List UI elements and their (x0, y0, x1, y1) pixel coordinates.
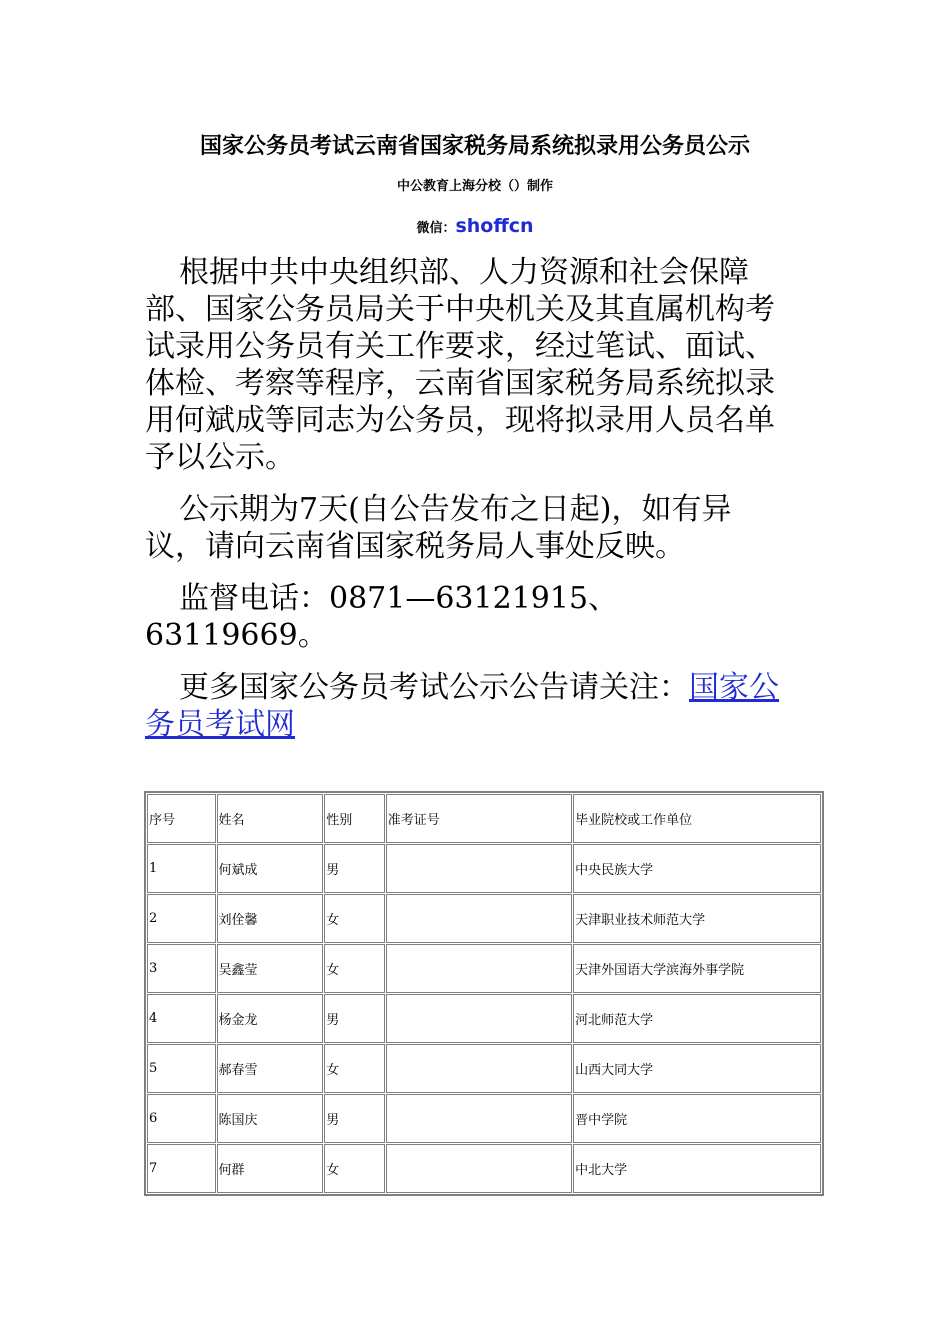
table-row (147, 994, 821, 1043)
cell-school: 晋中学院 (573, 1094, 821, 1143)
cell-exam-number (386, 1094, 572, 1143)
header-exam-number: 准考证号 (386, 794, 572, 843)
wechat-line (0, 213, 950, 242)
table-header-row (147, 794, 821, 843)
cell-name: 陈国庆 (217, 1094, 324, 1143)
header-gender: 性别 (324, 794, 384, 843)
cell-exam-number (386, 844, 572, 893)
table-row (147, 894, 821, 943)
paragraph-intro: 根据中共中央组织部、人力资源和社会保障部、国家公务员局关于中央机关及其直属机构考试录用公务员有关工作要求，经过笔试、面试、体检、考察等程序，云南省国家税务局系统拟录用何斌成等同志为公务员，现将拟录用人员名单予以公示。 (145, 255, 775, 475)
paragraph-hotline: 监督电话：0871—63121915、63119669。 (145, 581, 619, 653)
header-serial: 序号 (147, 794, 216, 843)
table-row (147, 1094, 821, 1143)
cell-school: 中央民族大学 (573, 844, 821, 893)
cell-gender: 男 (324, 1094, 384, 1143)
cell-gender: 女 (324, 1144, 384, 1193)
cell-school: 天津职业技术师范大学 (573, 894, 821, 943)
cell-exam-number (386, 944, 572, 993)
cell-exam-number (386, 894, 572, 943)
wechat-label: 微信： (416, 221, 456, 236)
cell-gender: 女 (324, 944, 384, 993)
cell-school: 天津外国语大学滨海外事学院 (573, 944, 821, 993)
cell-serial: 6 (147, 1094, 216, 1143)
cell-name: 刘佺馨 (217, 894, 324, 943)
table-row (147, 1044, 821, 1093)
cell-serial: 2 (147, 894, 216, 943)
paragraph-more-info (145, 669, 790, 743)
cell-name: 郝春雪 (217, 1044, 324, 1093)
more-info-prefix: 更多国家公务员考试公示公告请关注： (179, 670, 689, 705)
cell-gender: 女 (324, 894, 384, 943)
cell-school: 山西大同大学 (573, 1044, 821, 1093)
cell-name: 何斌成 (217, 844, 324, 893)
cell-name: 杨金龙 (217, 994, 324, 1043)
cell-serial: 1 (147, 844, 216, 893)
cell-serial: 7 (147, 1144, 216, 1193)
cell-gender: 男 (324, 994, 384, 1043)
cell-name: 吴鑫莹 (217, 944, 324, 993)
cell-serial: 5 (147, 1044, 216, 1093)
cell-exam-number (386, 994, 572, 1043)
cell-name: 何群 (217, 1144, 324, 1193)
candidate-table (144, 791, 824, 1196)
cell-serial: 3 (147, 944, 216, 993)
cell-school: 河北师范大学 (573, 994, 821, 1043)
cell-serial: 4 (147, 994, 216, 1043)
cell-gender: 女 (324, 1044, 384, 1093)
header-name: 姓名 (217, 794, 324, 843)
cell-school: 中北大学 (573, 1144, 821, 1193)
cell-gender: 男 (324, 844, 384, 893)
document-subtitle: 中公教育上海分校（）制作 (396, 179, 553, 194)
table-row (147, 1144, 821, 1193)
wechat-id: shoffcn (455, 215, 534, 237)
paragraph-objection-period: 公示期为7天(自公告发布之日起)，如有异议，请向云南省国家税务局人事处反映。 (145, 492, 732, 564)
civil-service-exam-link[interactable]: 国家公务员考试网 (145, 670, 779, 742)
table-row (147, 944, 821, 993)
announcement-body (145, 254, 790, 758)
cell-exam-number (386, 1144, 572, 1193)
header-school-or-employer: 毕业院校或工作单位 (573, 794, 821, 843)
cell-exam-number (386, 1044, 572, 1093)
table-row (147, 844, 821, 893)
document-title: 国家公务员考试云南省国家税务局系统拟录用公务员公示 (199, 134, 750, 159)
